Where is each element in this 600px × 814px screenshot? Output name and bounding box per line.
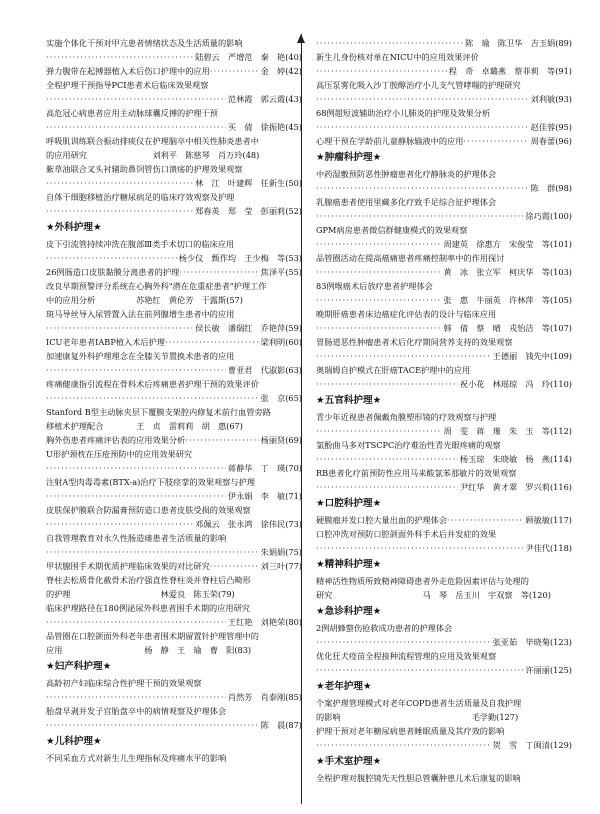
author-line	[316, 36, 572, 50]
toc-entry[interactable]	[46, 559, 302, 573]
toc-entry[interactable]	[46, 36, 302, 64]
entry-authors: 尹佳代(118)	[525, 543, 572, 553]
entry-title: U形护颈枕在压疮预防中的应用效果研究	[46, 449, 193, 459]
entry-authors: 的影响 毛学勤(127)	[316, 712, 519, 722]
dot-leader	[46, 690, 226, 704]
toc-entry[interactable]	[316, 335, 572, 363]
author-line	[316, 349, 572, 363]
entry-authors: 陈 晨(87)	[260, 720, 302, 730]
toc-entry-line	[46, 64, 302, 78]
dot-leader	[316, 321, 442, 335]
toc-entry[interactable]	[316, 167, 572, 195]
entry-title: 中药湿敷预防恶性肿瘤患者化疗静脉炎的护理体会	[316, 169, 497, 179]
entry-authors: 郑春英 郑 莹 彭丽莉(52)	[195, 206, 302, 216]
author-line	[46, 615, 302, 629]
entry-authors: 顾敏敏(117)	[525, 515, 572, 525]
entry-authors: 徐巧霞(100)	[525, 211, 572, 221]
dot-leader	[46, 718, 259, 732]
entry-title: 青少年近视患者佩戴角膜塑形镜的疗效观察与护理	[316, 412, 497, 422]
toc-entry[interactable]	[316, 466, 572, 494]
entry-authors: 韩 倩 蔡 晴 戎怡洁 等(107)	[443, 323, 572, 333]
entry-authors: 张亚茹 毕晓菊(123)	[492, 637, 572, 647]
entry-title: 全程护理干预指导PCI患者术后临床效果观察	[46, 80, 209, 90]
entry-title: 斑马导丝导入尿管置入法在前列腺增生患者中的应用	[46, 309, 235, 319]
entry-authors: 陈 瑜 陈卫华 吉玉娟(89)	[465, 38, 572, 48]
toc-entry[interactable]	[316, 696, 572, 724]
entry-title: Stanford B型主动脉夹层下覆膜支架腔内修复术前行血管旁路	[46, 407, 271, 417]
dot-leader	[316, 36, 463, 50]
author-line	[316, 265, 572, 279]
author-line	[46, 321, 302, 335]
toc-entry[interactable]	[316, 771, 572, 785]
author-line	[46, 391, 302, 405]
entry-authors: 蒋静华 丁 瑛(70)	[227, 463, 302, 473]
section-heading: ★妇产科护理★	[46, 661, 112, 672]
dot-leader	[316, 349, 491, 363]
toc-entry[interactable]	[46, 751, 302, 765]
entry-title: 皮下引流管持续冲洗在腹部Ⅲ类手术切口的临床应用	[46, 239, 235, 249]
toc-entry-line	[316, 134, 572, 148]
dot-leader	[316, 265, 442, 279]
section-heading: ★急诊科护理★	[316, 606, 382, 617]
entry-title: 脊柱去松质骨化截骨术治疗强直性脊柱炎并脊柱后凸畸形	[46, 575, 251, 585]
dot-leader	[316, 293, 442, 307]
entry-authors: 陆碧云 严增范 秦 艳(40)	[195, 52, 302, 62]
dot-leader	[179, 265, 258, 279]
entry-title: 全程护理对腹腔镜先天性胆总管囊肿患儿术后康复的影响	[316, 773, 521, 783]
entry-title: 皮肤保护膜联合防漏膏预防造口患者皮肤受损的效果观察	[46, 505, 251, 515]
section-heading: ★肿瘤科护理★	[316, 152, 382, 163]
entry-title: 胃肠道恶性肿瘤患者术后化疗期间营养支持的效果观察	[316, 337, 513, 347]
section-heading: ★儿科护理★	[46, 736, 102, 747]
entry-title: 品管圈在口腔颌面外科老年患者围术期留置针护理管理中的	[46, 631, 259, 641]
entry-authors: 买 倩 徐振艳(45)	[227, 122, 302, 132]
toc-entry[interactable]	[46, 433, 302, 447]
toc-entry[interactable]	[316, 649, 572, 677]
dot-leader	[46, 363, 226, 377]
entry-authors: 金 婷(42)	[260, 66, 302, 76]
toc-entry[interactable]	[316, 363, 572, 391]
entry-title: 品管圈活动在提高癌痛患者疼痛控制率中的作用探讨	[316, 253, 505, 263]
toc-entry[interactable]	[316, 50, 572, 78]
toc-entry-line	[46, 265, 302, 279]
entry-title: 乳腺癌患者使用里藏多化疗致手足综合征护理体会	[316, 197, 497, 207]
entry-title: 83例喉癌术后放疗患者护理体会	[316, 281, 433, 291]
entry-title: 注射A型肉毒毒素(BTX-a)治疗下肢痉挛的效果观察与护理	[46, 477, 255, 487]
toc-entry[interactable]	[46, 335, 302, 349]
dot-leader	[316, 64, 447, 78]
toc-entry[interactable]	[46, 676, 302, 704]
toc-entry[interactable]	[46, 78, 302, 106]
author-line	[316, 480, 572, 494]
toc-entry-line	[46, 559, 302, 573]
dot-leader	[46, 321, 193, 335]
dot-leader	[316, 92, 529, 106]
dot-leader	[46, 461, 226, 475]
dot-leader	[46, 615, 226, 629]
toc-entry[interactable]	[316, 223, 572, 251]
toc-entry[interactable]	[316, 134, 572, 148]
entry-authors: 梁利明(60)	[260, 337, 302, 347]
entry-authors: 周 雯 蒋 瑾 朱 玉 等(112)	[443, 426, 572, 436]
entry-title: 紫草油联合叉头衬辅助鼻饲管伤口溃疡的护理效果观察	[46, 164, 243, 174]
dot-leader	[46, 120, 226, 134]
toc-entry[interactable]	[46, 377, 302, 405]
dot-leader	[316, 738, 491, 752]
dot-leader	[210, 64, 259, 78]
entry-title: 实施个体化干预对甲亢患者情绪状态及生活质量的影响	[46, 38, 243, 48]
entry-authors: 中的应用分析 苏艳红 黄伦芳 于露斯(57)	[46, 295, 243, 305]
entry-title: 不同采血方式对新生儿生理指标及疼痛水平的影响	[46, 753, 227, 763]
toc-entry[interactable]	[46, 265, 302, 279]
left-column	[46, 36, 302, 765]
author-line	[46, 120, 302, 134]
author-line	[46, 204, 302, 218]
author-line	[46, 517, 302, 531]
section-heading: ★手术室护理★	[316, 756, 382, 767]
dot-leader	[463, 134, 528, 148]
entry-title: 68例超短波辅助治疗小儿肺炎的护理及效果分析	[316, 108, 491, 118]
entry-title: 26例肠造口皮肤黏膜分离患者的护理	[46, 267, 180, 277]
toc-entry[interactable]	[46, 405, 302, 433]
entry-authors: 杨少仪 甄作均 王少梅 等(53)	[178, 253, 302, 263]
toc-entry[interactable]	[46, 279, 302, 307]
toc-entry[interactable]	[46, 134, 302, 162]
toc-entry[interactable]	[316, 195, 572, 223]
author-line	[46, 176, 302, 190]
author-line	[316, 424, 572, 438]
dot-leader	[46, 517, 193, 531]
dot-leader	[316, 663, 523, 677]
entry-title: 临床护理路径在180例泌尿外科患者围手术期的应用研究	[46, 603, 250, 613]
dot-leader	[316, 181, 529, 195]
entry-title: 2例胡蜂螫伤抢救成功患者的护理体会	[316, 623, 453, 633]
dot-leader	[316, 237, 442, 251]
dot-leader	[165, 335, 259, 349]
section-heading: ★五官科护理★	[316, 395, 382, 406]
toc-entry[interactable]	[316, 251, 572, 279]
author-line	[316, 663, 572, 677]
section-heading: ★老年护理★	[316, 681, 372, 692]
author-line	[46, 251, 302, 265]
entry-title: RB患者化疗前预防性应用马来酸氯苯那敏片的效果观察	[316, 468, 517, 478]
entry-authors: 王红艳 刘艳荣(80)	[227, 617, 302, 627]
author-line	[316, 237, 572, 251]
entry-title: 弹力腹带在起搏器植入术后伤口护理中的应用	[46, 66, 210, 76]
toc-entry[interactable]	[46, 307, 302, 335]
entry-authors: 侯长敏 潘瑞红 乔艳萍(59)	[195, 323, 302, 333]
entry-title: 精神活性物质所致精神障碍患者外走危险因素评估与处理的	[316, 576, 529, 586]
author-line	[46, 50, 302, 64]
entry-title: 优化狂犬疫苗全程接种流程管理的应用及效果观察	[316, 651, 497, 661]
author-line	[316, 92, 572, 106]
toc-entry[interactable]	[46, 573, 302, 601]
entry-title: 晚期肝癌患者床边癌症化评估表的设计与临床应用	[316, 309, 497, 319]
section-heading: ★口腔科护理★	[316, 498, 382, 509]
dot-leader	[46, 176, 193, 190]
toc-entry[interactable]	[316, 106, 572, 134]
dot-leader	[316, 209, 523, 223]
dot-leader	[46, 50, 193, 64]
entry-authors: 焦泽平(55)	[260, 267, 302, 277]
toc-entry[interactable]	[46, 601, 302, 629]
dot-leader	[316, 480, 458, 494]
toc-entry[interactable]	[316, 279, 572, 307]
toc-entry[interactable]	[46, 475, 302, 503]
entry-authors: 朱娟娟(75)	[260, 547, 302, 557]
entry-title: 高压泵雾化吸入沙丁胺醇治疗小儿支气管哮喘的护理研究	[316, 80, 521, 90]
dot-leader	[447, 513, 523, 527]
toc-entry[interactable]	[46, 447, 302, 475]
author-line	[46, 461, 302, 475]
right-column	[316, 36, 572, 785]
author-line	[316, 377, 572, 391]
toc-entry[interactable]	[316, 78, 572, 106]
toc-entry-line	[46, 335, 302, 349]
author-line	[316, 293, 572, 307]
toc-entry[interactable]	[316, 574, 572, 602]
entry-title: 口腔冲洗对预防口腔颌面外科手术后并发症的效果	[316, 529, 497, 539]
entry-title: 疼痛健康指引流程在骨科术后疼痛患者护理干预的效果评价	[46, 379, 259, 389]
author-line	[316, 738, 572, 752]
entry-title: 胸外伤患者疼痛评估表的应用效果分析	[46, 435, 186, 445]
entry-authors: 林 江 叶建辉 任新生(50)	[195, 178, 302, 188]
entry-authors: 范林霞 郭云霞(43)	[227, 94, 302, 104]
dot-leader	[46, 489, 226, 503]
author-line	[316, 64, 572, 78]
entry-authors: 尹红华 黄才翠 罗兴莉(116)	[459, 482, 572, 492]
toc-entry[interactable]	[316, 36, 572, 50]
toc-entry[interactable]	[46, 237, 302, 265]
entry-authors: 祝小花 林瑶琼 冯 玲(110)	[459, 379, 572, 389]
author-line	[316, 321, 572, 335]
dot-leader	[210, 559, 259, 573]
author-line	[316, 541, 572, 555]
dot-leader	[316, 120, 529, 134]
author-line	[316, 209, 572, 223]
entry-authors: 的应用研究 刘利平 陈慈琴 肖万玲(48)	[46, 150, 260, 160]
dot-leader	[46, 251, 177, 265]
entry-authors: 移植术护理配合 王 贞 雷莉莉 胡 惠(67)	[46, 421, 243, 431]
author-line	[46, 489, 302, 503]
entry-title: 自体干细胞移植治疗糖尿病足的临床疗效观察及护理	[46, 192, 235, 202]
toc-entry[interactable]	[46, 531, 302, 559]
entry-title: 个案护理管理模式对老年COPD患者生活质量及自我护理	[316, 698, 522, 708]
entry-title: 心理干预在学龄前儿童静脉输液中的应用	[316, 136, 464, 146]
toc-entry[interactable]	[46, 64, 302, 78]
dot-leader	[185, 433, 258, 447]
toc-entry-line	[46, 433, 302, 447]
entry-authors: 刘三叶(77)	[260, 561, 302, 571]
author-line	[46, 363, 302, 377]
entry-title: 硬膜瘤并发口腔大量出血的护理体会	[316, 515, 448, 525]
entry-authors: 周春蕾(96)	[530, 136, 572, 146]
section-heading: ★精神科护理★	[316, 559, 382, 570]
entry-title: 奥瑞姆自护模式在肝癌TACE护理中的应用	[316, 365, 471, 375]
entry-title: 护理干预对老年糖尿病患者睡眠质量及其疗效的影响	[316, 726, 505, 736]
dot-leader	[316, 635, 491, 649]
entry-title: 氯酚曲马多对TSCPC治疗难治性青光眼疼痛的观察	[316, 440, 501, 450]
entry-authors: 刘利敏(93)	[530, 94, 572, 104]
entry-title: 新生儿身份核对单在NICU中的应用效果评价	[316, 52, 479, 62]
entry-authors: 的护理 林爱良 陈玉荣(79)	[46, 589, 235, 599]
toc-entry[interactable]	[46, 503, 302, 531]
entry-title: 高龄初产妇临床综合性护理干预的效果观察	[46, 678, 202, 688]
author-line	[46, 690, 302, 704]
toc-entry[interactable]	[46, 349, 302, 377]
entry-title: 呼吸肌训练联合振动排痰仪在护理脑卒中相关性肺炎患者中	[46, 136, 259, 146]
entry-authors: 周建英 徐惠方 宋俊莹 等(101)	[443, 239, 572, 249]
author-line	[316, 635, 572, 649]
entry-authors: 陈 群(98)	[530, 183, 572, 193]
entry-authors: 黄 冰 张立军 柯庆华 等(103)	[443, 267, 572, 277]
toc-entry[interactable]	[316, 724, 572, 752]
toc-entry[interactable]	[316, 527, 572, 555]
dot-leader	[46, 204, 193, 218]
author-line	[46, 92, 302, 106]
dot-leader	[46, 545, 259, 559]
entry-authors: 王德丽 钱先中(109)	[492, 351, 572, 361]
dot-leader	[316, 424, 442, 438]
dot-leader	[316, 377, 458, 391]
entry-title: 高危冠心病患者应用主动脉球囊反搏的护理干预	[46, 108, 218, 118]
entry-authors: 杨丽贤(69)	[260, 435, 302, 445]
entry-authors: 曹亚君 代淑影(63)	[227, 365, 302, 375]
entry-title: 胎盘早剥并发子宫胎盘卒中的病情观察及护理体会	[46, 706, 227, 716]
section-heading: ★外科护理★	[46, 222, 102, 233]
dot-leader	[46, 391, 259, 405]
entry-title: 自我管理教育对永久性肠造瘘患者生活质量的影响	[46, 533, 227, 543]
author-line	[46, 718, 302, 732]
author-line	[316, 181, 572, 195]
entry-authors: 程 奇 卓璐燕 蔡菲莉 等(91)	[448, 66, 572, 76]
entry-authors: 研究 马 琴 岳玉川 宇双察 等(120)	[316, 590, 551, 600]
author-line	[316, 120, 572, 134]
toc-entry[interactable]	[316, 410, 572, 438]
entry-authors: 许丽丽(125)	[525, 665, 572, 675]
dot-leader	[316, 541, 523, 555]
toc-entry[interactable]	[46, 704, 302, 732]
entry-authors: 邓佩云 张永鸿 徐伟民(73)	[195, 519, 302, 529]
entry-authors: 张 京(65)	[260, 393, 302, 403]
entry-authors: 伊永娟 李 敏(71)	[227, 491, 302, 501]
entry-title: 改良早期预警评分系统在心胸外科"潜在危重症患者"护理工作	[46, 281, 267, 291]
dot-leader	[316, 452, 458, 466]
entry-authors: 张 惠 牛丽英 许林萍 等(105)	[443, 295, 572, 305]
entry-title: 加速康复外科护理理念在全膝关节置换术患者的应用	[46, 351, 235, 361]
toc-entry[interactable]	[46, 162, 302, 190]
entry-title: GPM病房患者微信群健康模式的效果观察	[316, 225, 468, 235]
author-line	[46, 545, 302, 559]
dot-leader	[46, 92, 226, 106]
entry-authors: 应用 杨 静 王 瑜 曹 阳(83)	[46, 645, 252, 655]
author-line	[316, 452, 572, 466]
toc-entry[interactable]	[46, 106, 302, 134]
toc-entry-line	[316, 513, 572, 527]
toc-entry[interactable]	[316, 438, 572, 466]
toc-entry[interactable]	[46, 190, 302, 218]
toc-entry[interactable]	[46, 629, 302, 657]
toc-entry[interactable]	[316, 307, 572, 335]
entry-title: ICU老年患者IABP植入术后护理	[46, 337, 165, 347]
entry-authors: 杨玉琼 朱晓敏 杨 燕(114)	[459, 454, 572, 464]
entry-title: 甲状腺围手术期优质护理临床效果的对比研究	[46, 561, 210, 571]
entry-authors: 赵佳蓉(95)	[530, 122, 572, 132]
toc-entry[interactable]	[316, 513, 572, 527]
entry-authors: 贺 雪 丁闽清(129)	[492, 740, 572, 750]
entry-authors: 肖然芳 肖泰刚(85)	[227, 692, 302, 702]
toc-entry[interactable]	[316, 621, 572, 649]
